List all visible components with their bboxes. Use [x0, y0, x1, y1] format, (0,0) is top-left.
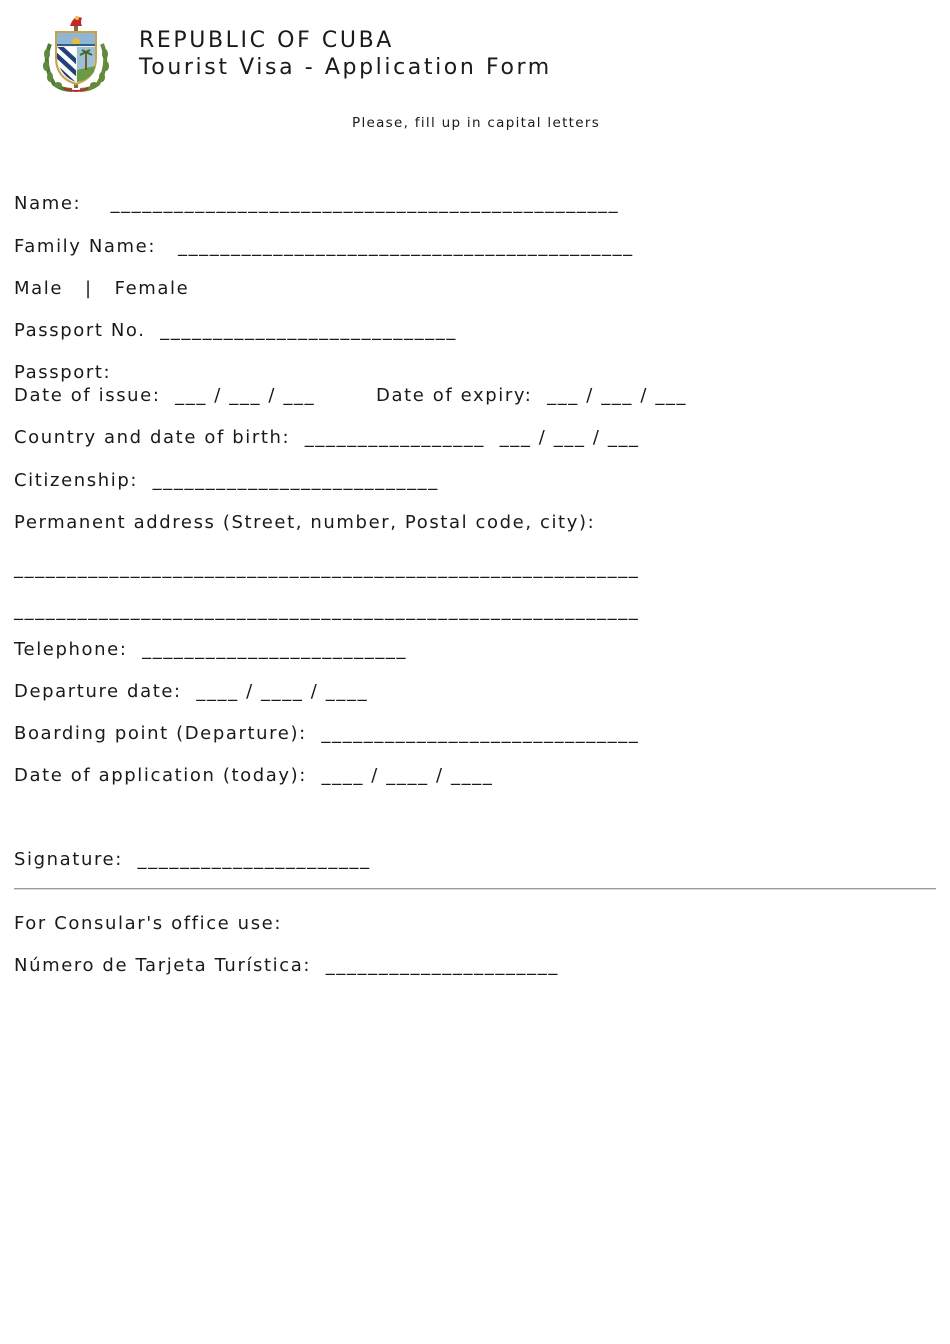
date-of-expiry-field[interactable]: Date of expiry: ___ / ___ / ___ — [376, 385, 688, 406]
address-line-2[interactable]: ___________________________________________________________ — [14, 600, 640, 621]
date-of-issue-field[interactable]: Date of issue: ___ / ___ / ___ — [14, 385, 316, 406]
passport-number-field[interactable]: Passport No. ____________________________ — [14, 320, 457, 341]
section-divider — [14, 888, 936, 890]
tourist-card-number-field[interactable]: Número de Tarjeta Turística: ______________________ — [14, 955, 559, 976]
consular-use-heading: For Consular's office use: — [14, 913, 283, 934]
permanent-address-label: Permanent address (Street, number, Postal code, city): — [14, 512, 596, 533]
gender-options[interactable]: Male | Female — [14, 278, 190, 299]
citizenship-field[interactable]: Citizenship: ___________________________ — [14, 470, 439, 491]
passport-label: Passport: — [14, 362, 112, 383]
capital-letters-note: Please, fill up in capital letters — [352, 115, 601, 131]
boarding-point-field[interactable]: Boarding point (Departure): ______________________________ — [14, 723, 640, 744]
family-name-field[interactable]: Family Name: ___________________________________________ — [14, 236, 634, 257]
address-line-1[interactable]: ___________________________________________________________ — [14, 558, 640, 579]
departure-date-field[interactable]: Departure date: ____ / ____ / ____ — [14, 681, 369, 702]
form-title: Tourist Visa - Application Form — [139, 55, 552, 80]
name-field[interactable]: Name: ________________________________________________ — [14, 193, 620, 214]
country-title: REPUBLIC OF CUBA — [139, 28, 394, 53]
date-of-application-field[interactable]: Date of application (today): ____ / ____ / ____ — [14, 765, 494, 786]
telephone-field[interactable]: Telephone: _________________________ — [14, 639, 408, 660]
signature-field[interactable]: Signature: ______________________ — [14, 849, 371, 870]
coat-of-arms-seal — [40, 14, 112, 94]
country-date-of-birth-field[interactable]: Country and date of birth: _________________ ___ / ___ / ___ — [14, 427, 640, 448]
